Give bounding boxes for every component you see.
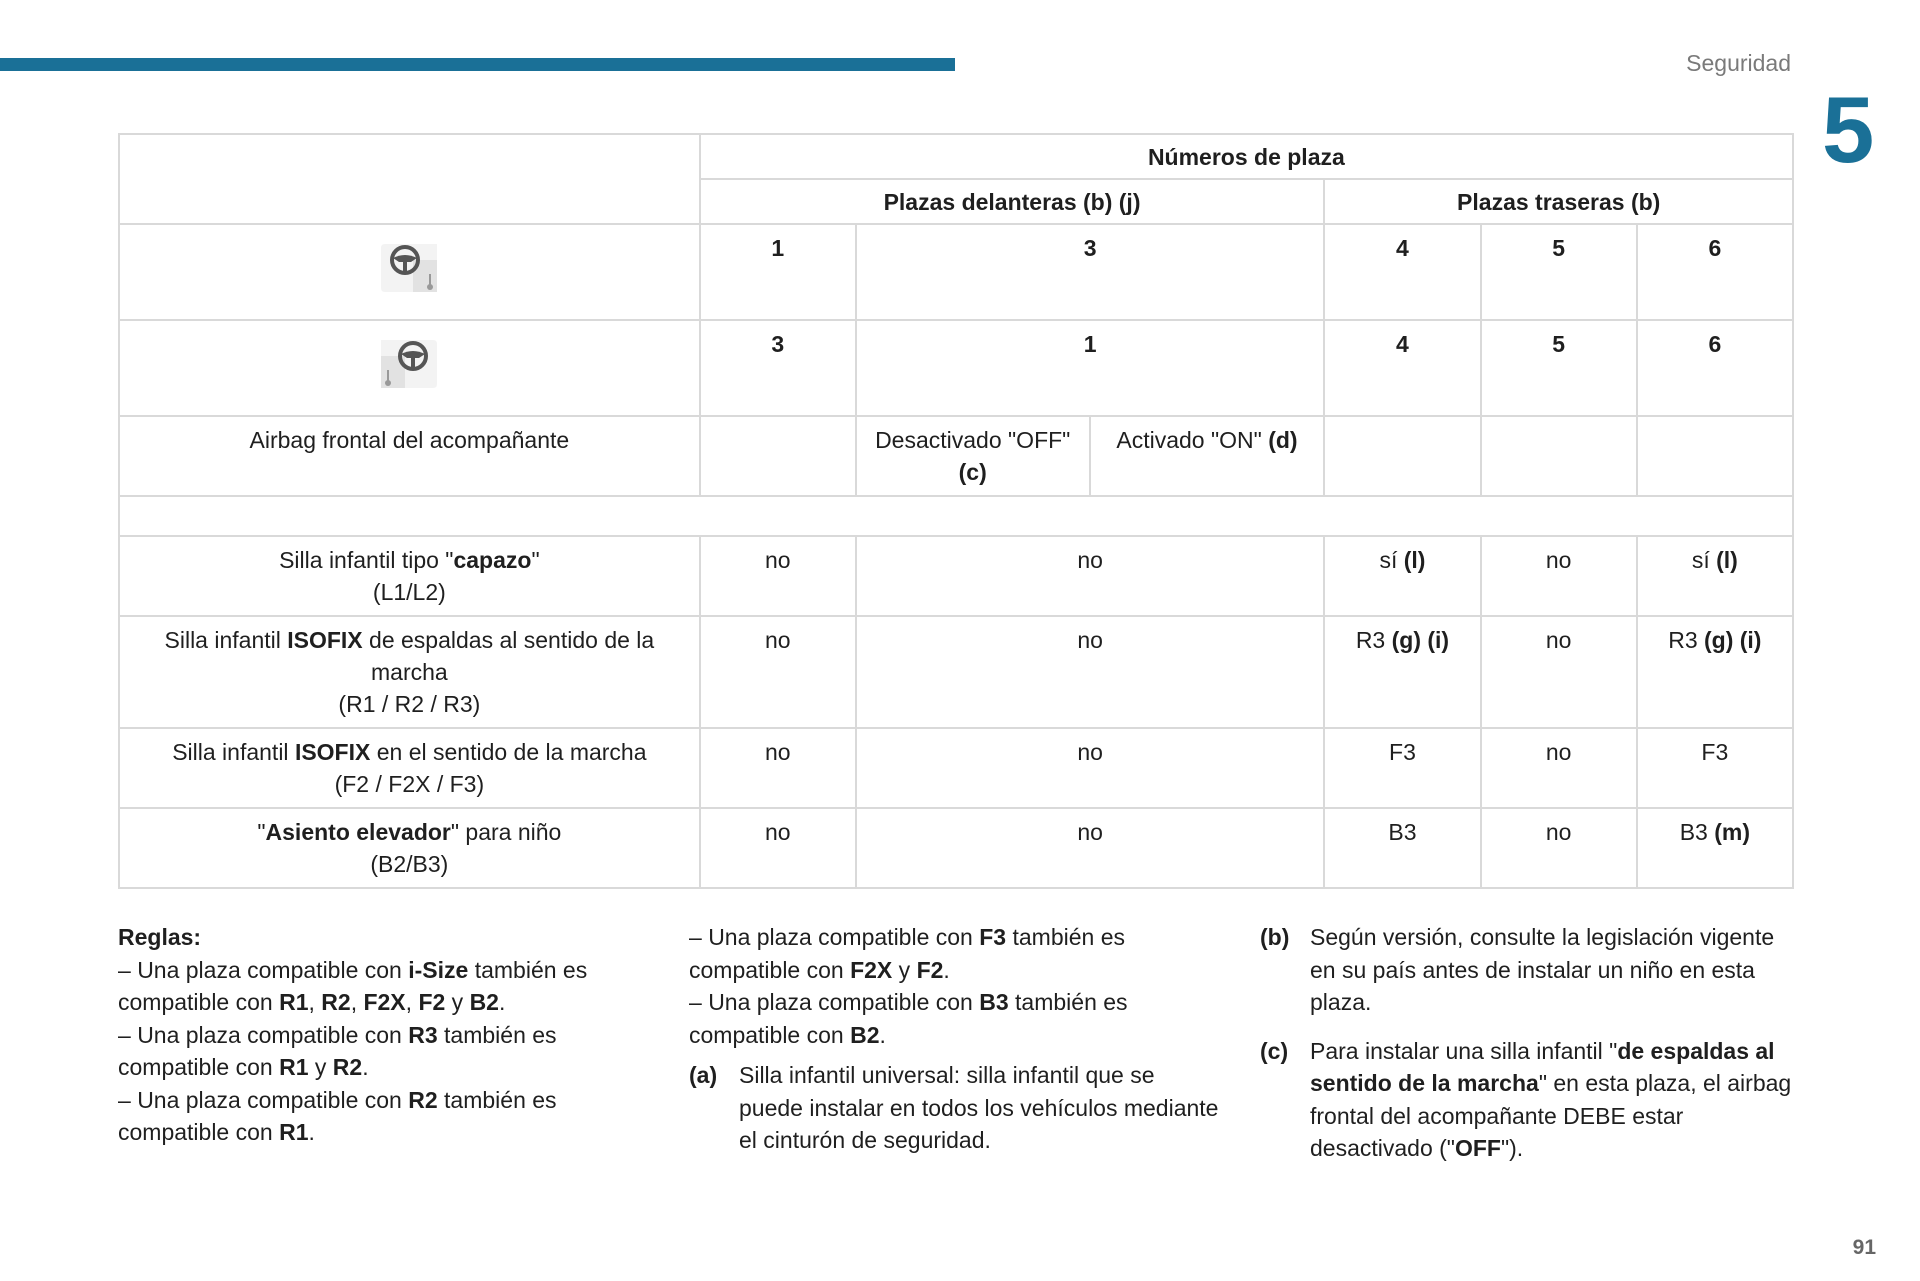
rule-text: , (350, 989, 364, 1015)
spacer-cell (119, 496, 1793, 536)
seat-6-value (1637, 616, 1793, 728)
empty-header-cell (119, 134, 700, 224)
footnote-bold-part: de espaldas al sentido de la marcha (1310, 1037, 1775, 1096)
seat-5-value: no (1481, 808, 1637, 888)
airbag-empty-cell (1324, 416, 1480, 496)
table-row (119, 728, 1793, 808)
rule-code: R1 (279, 1119, 309, 1145)
rule-text: también es compatible con (689, 989, 1128, 1048)
rule-item (689, 986, 1219, 1051)
footnote-b (1260, 921, 1800, 1019)
lhd-seat-6: 6 (1637, 224, 1793, 320)
seat-value-note: (m) (1714, 819, 1750, 845)
rule-text: Una plaza compatible con (137, 1086, 409, 1113)
rule-text: también es compatible con (118, 956, 588, 1015)
rule-code: F2X (850, 956, 893, 983)
rule-code: F2 (418, 989, 446, 1015)
row-label (119, 616, 700, 728)
seat-value-note: (g) (i) (1391, 627, 1450, 653)
footnote-tag: (a) (689, 1062, 718, 1088)
rule-text: y (892, 956, 917, 983)
footnote-text-part: " en esta plaza, el airbag frontal del acompañante DEBE estar desactivado (" (1310, 1070, 1792, 1161)
footnote-tag: (c) (1260, 1037, 1289, 1064)
rules-column-2 (689, 921, 1219, 1173)
airbag-off-cell (856, 416, 1090, 496)
airbag-on-text: Activado "ON" (1116, 427, 1262, 453)
rhd-seat-3: 1 (856, 320, 1325, 416)
rhd-icon-cell (119, 320, 700, 416)
rule-code: F2X (363, 989, 406, 1015)
footnote-text: Silla infantil universal: silla infantil que se puede instalar en todos los vehículos mediante el cinturón de seguridad. (739, 1062, 1219, 1153)
row-label-codes: (F2 / F2X / F3) (334, 771, 485, 797)
lhd-seat-1: 1 (700, 224, 856, 320)
footnote-text: Según versión, consulte la legislación vigente en su país antes de instalar un niño en esta plaza. (1310, 924, 1775, 1015)
rule-text: . (308, 1119, 315, 1145)
rhd-seat-row (119, 320, 1793, 416)
rhd-seat-4: 4 (1324, 320, 1480, 416)
table-row (119, 536, 1793, 616)
row-label (119, 808, 700, 888)
rule-text: , (405, 989, 419, 1015)
rule-text: . (879, 1021, 886, 1048)
seat-4-value (1324, 728, 1480, 808)
spacer-row (119, 496, 1793, 536)
rules-title: Reglas: (118, 924, 202, 950)
rule-code: R2 (332, 1054, 363, 1080)
seat-value-note: (l) (1403, 547, 1426, 573)
chapter-number: 5 (1822, 77, 1875, 182)
row-label-text: en el sentido de la marcha (370, 739, 647, 765)
seat-value-text: R3 (1668, 627, 1698, 653)
table-row (119, 616, 1793, 728)
seat-6-value (1637, 808, 1793, 888)
seat-value-text: B3 (1388, 819, 1417, 845)
seat-5-value: no (1481, 536, 1637, 616)
row-label-text: Silla infantil (172, 739, 295, 765)
rule-text: Una plaza compatible con (137, 1021, 409, 1048)
footnote-tag: (b) (1260, 924, 1290, 950)
rule-text: Una plaza compatible con (708, 924, 980, 950)
footnote-c (1260, 1035, 1800, 1165)
seat-1-value: no (700, 616, 856, 728)
rule-text: . (498, 989, 506, 1015)
lhd-seat-row (119, 224, 1793, 320)
airbag-label: Airbag frontal del acompañante (119, 416, 700, 496)
seat-1-value: no (700, 808, 856, 888)
row-label-text: Silla infantil (164, 627, 288, 653)
left-hand-drive-icon (377, 240, 441, 296)
row-label-bold: Asiento elevador (265, 819, 451, 845)
rule-code: R1 (279, 989, 309, 1015)
rhd-seat-1: 3 (700, 320, 856, 416)
rule-item (118, 1019, 648, 1084)
airbag-on-cell (1090, 416, 1325, 496)
rule-item (118, 954, 648, 1019)
seat-6-value (1637, 728, 1793, 808)
chapter-accent-bar (0, 58, 955, 71)
rule-code: i-Size (408, 956, 469, 983)
seat-4-value (1324, 536, 1480, 616)
rule-text: Una plaza compatible con (708, 989, 980, 1015)
seat-value-note: (g) (i) (1704, 627, 1762, 653)
right-hand-drive-icon (377, 336, 441, 392)
footnote-bold-part: OFF (1454, 1135, 1501, 1161)
row-label-codes: (B2/B3) (370, 851, 449, 877)
seat-6-value (1637, 536, 1793, 616)
seat-compatibility-table (118, 133, 1794, 889)
rule-text: , (308, 989, 322, 1015)
row-label-bold: ISOFIX (294, 739, 371, 765)
row-label-text: " (257, 819, 266, 845)
footnotes-column (1260, 921, 1800, 1181)
lhd-seat-4: 4 (1324, 224, 1480, 320)
rule-text: también es compatible con (689, 924, 1125, 983)
seat-3-value: no (856, 728, 1325, 808)
rule-code: F2 (916, 956, 944, 983)
front-seats-header: Plazas delanteras (b) (j) (700, 179, 1325, 224)
rule-item (689, 921, 1219, 986)
airbag-empty-cell (700, 416, 856, 496)
airbag-off-note: (c) (958, 459, 987, 485)
seat-value-text: R3 (1355, 627, 1386, 653)
rule-code: R3 (408, 1021, 438, 1048)
lhd-seat-5: 5 (1481, 224, 1637, 320)
footnote-a (689, 1059, 1219, 1157)
footnote-text-part: Para instalar una silla infantil " (1310, 1037, 1618, 1064)
rhd-seat-6: 6 (1637, 320, 1793, 416)
rule-code: B2 (850, 1021, 880, 1048)
airbag-empty-cell (1481, 416, 1637, 496)
section-title: Seguridad (1686, 50, 1791, 76)
rear-seats-header: Plazas traseras (b) (1324, 179, 1793, 224)
rule-code: R2 (408, 1086, 438, 1113)
page-number: 91 (1852, 1236, 1876, 1259)
seat-1-value: no (700, 536, 856, 616)
row-label-text: de espaldas al sentido de la marcha (362, 627, 655, 685)
airbag-empty-cell (1637, 416, 1793, 496)
rule-text: también es compatible con (118, 1086, 557, 1145)
airbag-row (119, 416, 1793, 496)
rule-code: R1 (279, 1054, 309, 1080)
airbag-on-note: (d) (1268, 427, 1298, 453)
seat-value-text: B3 (1679, 819, 1708, 845)
rule-text: y (445, 989, 470, 1015)
rule-text: . (943, 956, 950, 983)
seat-value-text: sí (1379, 547, 1398, 573)
row-label (119, 536, 700, 616)
row-label-codes: (R1 / R2 / R3) (338, 691, 481, 717)
seat-1-value: no (700, 728, 856, 808)
seat-3-value: no (856, 616, 1325, 728)
seat-numbers-header: Números de plaza (700, 134, 1793, 179)
seat-value-text: F3 (1389, 739, 1416, 765)
seat-5-value: no (1481, 728, 1637, 808)
row-label-text: " para niño (450, 819, 562, 845)
row-label (119, 728, 700, 808)
row-label-bold: capazo (453, 547, 532, 573)
footnote-text-part: "). (1500, 1135, 1524, 1161)
footnote-text (1310, 1035, 1800, 1165)
seat-4-value (1324, 616, 1480, 728)
rule-text: y (308, 1054, 333, 1080)
airbag-off-text: Desactivado "OFF" (875, 427, 1071, 453)
rules-column-1 (118, 921, 648, 1149)
seat-value-text: sí (1691, 547, 1710, 573)
seat-3-value: no (856, 536, 1325, 616)
lhd-seat-3: 3 (856, 224, 1325, 320)
seat-3-value: no (856, 808, 1325, 888)
row-label-text: " (531, 547, 540, 573)
rule-text: también es compatible con (118, 1021, 557, 1080)
rule-item (118, 1084, 648, 1149)
rule-code: R2 (321, 989, 351, 1015)
seat-4-value (1324, 808, 1480, 888)
seat-value-note: (l) (1716, 547, 1738, 573)
rule-code: F3 (979, 924, 1007, 950)
lhd-icon-cell (119, 224, 700, 320)
rule-text: . (362, 1054, 369, 1080)
rule-code: B3 (979, 989, 1009, 1015)
seat-value-text: F3 (1701, 739, 1729, 765)
row-label-text: Silla infantil tipo " (279, 547, 454, 573)
rule-text: Una plaza compatible con (137, 956, 409, 983)
seat-5-value: no (1481, 616, 1637, 728)
rule-code: B2 (469, 989, 499, 1015)
row-label-codes: (L1/L2) (372, 579, 446, 605)
rhd-seat-5: 5 (1481, 320, 1637, 416)
row-label-bold: ISOFIX (287, 627, 363, 653)
table-row (119, 808, 1793, 888)
